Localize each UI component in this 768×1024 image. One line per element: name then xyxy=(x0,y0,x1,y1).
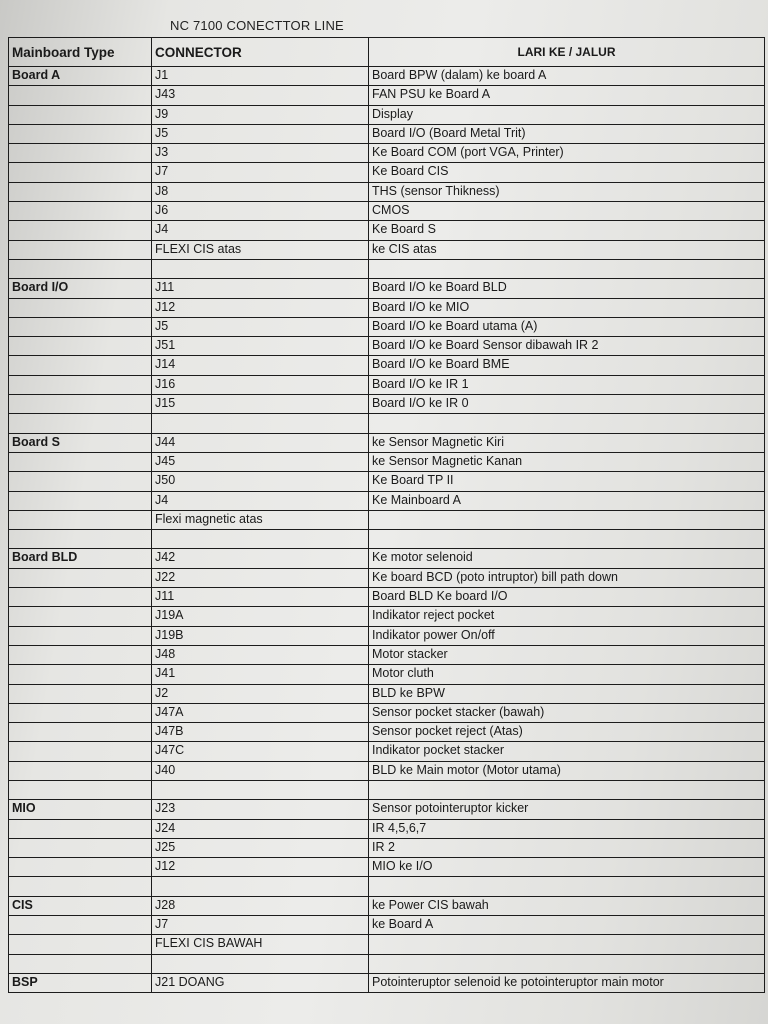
cell-mainboard-type xyxy=(9,298,152,317)
cell-mainboard-type xyxy=(9,491,152,510)
cell-connector: J1 xyxy=(152,67,369,86)
cell-mainboard-type: Board A xyxy=(9,67,152,86)
cell-mainboard-type xyxy=(9,240,152,259)
cell-connector: J21 DOANG xyxy=(152,973,369,992)
cell-destination: FAN PSU ke Board A xyxy=(369,86,765,105)
cell-connector: J5 xyxy=(152,124,369,143)
cell-destination: Indikator reject pocket xyxy=(369,607,765,626)
cell-mainboard-type xyxy=(9,337,152,356)
table-row xyxy=(9,973,765,992)
cell-mainboard-type xyxy=(9,163,152,182)
cell-connector: J4 xyxy=(152,221,369,240)
cell-destination: Display xyxy=(369,105,765,124)
cell-mainboard-type xyxy=(9,86,152,105)
cell-mainboard-type xyxy=(9,780,152,799)
cell-mainboard-type xyxy=(9,838,152,857)
table-row xyxy=(9,105,765,124)
cell-destination: ke Sensor Magnetic Kanan xyxy=(369,452,765,471)
cell-connector xyxy=(152,780,369,799)
table-row xyxy=(9,549,765,568)
cell-mainboard-type xyxy=(9,935,152,954)
table-row xyxy=(9,182,765,201)
cell-mainboard-type xyxy=(9,858,152,877)
cell-connector: J47B xyxy=(152,723,369,742)
cell-connector: J25 xyxy=(152,838,369,857)
table-row xyxy=(9,665,765,684)
cell-destination xyxy=(369,259,765,278)
header-connector: CONNECTOR xyxy=(152,38,369,67)
table-row xyxy=(9,452,765,471)
cell-mainboard-type: CIS xyxy=(9,896,152,915)
cell-mainboard-type xyxy=(9,665,152,684)
cell-destination: Ke Board TP II xyxy=(369,472,765,491)
cell-connector: J7 xyxy=(152,163,369,182)
cell-destination xyxy=(369,414,765,433)
table-row xyxy=(9,240,765,259)
cell-mainboard-type xyxy=(9,124,152,143)
cell-mainboard-type xyxy=(9,144,152,163)
cell-connector: J12 xyxy=(152,858,369,877)
cell-connector: J4 xyxy=(152,491,369,510)
cell-mainboard-type xyxy=(9,684,152,703)
cell-connector xyxy=(152,259,369,278)
table-row xyxy=(9,916,765,935)
cell-destination: ke Power CIS bawah xyxy=(369,896,765,915)
cell-connector: J11 xyxy=(152,279,369,298)
cell-mainboard-type xyxy=(9,530,152,549)
cell-destination: BLD ke BPW xyxy=(369,684,765,703)
cell-mainboard-type xyxy=(9,645,152,664)
cell-destination: ke Board A xyxy=(369,916,765,935)
cell-mainboard-type xyxy=(9,182,152,201)
table-row xyxy=(9,395,765,414)
cell-mainboard-type xyxy=(9,202,152,221)
table-row xyxy=(9,86,765,105)
table-row xyxy=(9,896,765,915)
table-row xyxy=(9,703,765,722)
cell-mainboard-type xyxy=(9,317,152,336)
cell-connector: J51 xyxy=(152,337,369,356)
table-row xyxy=(9,221,765,240)
cell-destination: ke Sensor Magnetic Kiri xyxy=(369,433,765,452)
cell-mainboard-type: Board I/O xyxy=(9,279,152,298)
cell-mainboard-type xyxy=(9,414,152,433)
table-row xyxy=(9,317,765,336)
table-row xyxy=(9,124,765,143)
table-row xyxy=(9,259,765,278)
cell-connector: J24 xyxy=(152,819,369,838)
cell-mainboard-type xyxy=(9,510,152,529)
cell-connector: J9 xyxy=(152,105,369,124)
cell-connector: J6 xyxy=(152,202,369,221)
cell-destination: Board I/O ke Board Sensor dibawah IR 2 xyxy=(369,337,765,356)
table-row xyxy=(9,472,765,491)
cell-connector: J11 xyxy=(152,588,369,607)
table-row xyxy=(9,337,765,356)
table-row xyxy=(9,298,765,317)
table-row xyxy=(9,356,765,375)
cell-connector: J8 xyxy=(152,182,369,201)
cell-mainboard-type xyxy=(9,356,152,375)
table-row xyxy=(9,645,765,664)
cell-connector: J7 xyxy=(152,916,369,935)
cell-mainboard-type xyxy=(9,626,152,645)
cell-connector: Flexi magnetic atas xyxy=(152,510,369,529)
cell-destination: Ke Mainboard A xyxy=(369,491,765,510)
cell-destination: IR 2 xyxy=(369,838,765,857)
cell-connector: J23 xyxy=(152,800,369,819)
cell-mainboard-type xyxy=(9,221,152,240)
cell-destination: Board I/O (Board Metal Trit) xyxy=(369,124,765,143)
table-row xyxy=(9,202,765,221)
cell-connector: J3 xyxy=(152,144,369,163)
cell-destination xyxy=(369,530,765,549)
cell-mainboard-type xyxy=(9,259,152,278)
cell-mainboard-type xyxy=(9,819,152,838)
cell-mainboard-type: Board S xyxy=(9,433,152,452)
table-row xyxy=(9,819,765,838)
table-row xyxy=(9,858,765,877)
cell-destination: Indikator power On/off xyxy=(369,626,765,645)
table-row xyxy=(9,761,765,780)
table-row xyxy=(9,433,765,452)
table-row xyxy=(9,723,765,742)
cell-destination: ke CIS atas xyxy=(369,240,765,259)
cell-mainboard-type xyxy=(9,877,152,896)
cell-connector xyxy=(152,414,369,433)
cell-connector: J12 xyxy=(152,298,369,317)
cell-mainboard-type xyxy=(9,472,152,491)
cell-connector: J45 xyxy=(152,452,369,471)
cell-connector: J40 xyxy=(152,761,369,780)
cell-mainboard-type xyxy=(9,703,152,722)
table-header-row xyxy=(9,38,765,67)
cell-mainboard-type xyxy=(9,916,152,935)
cell-connector: J41 xyxy=(152,665,369,684)
cell-destination: Ke motor selenoid xyxy=(369,549,765,568)
cell-mainboard-type: Board BLD xyxy=(9,549,152,568)
table-row xyxy=(9,530,765,549)
cell-mainboard-type xyxy=(9,761,152,780)
cell-connector: FLEXI CIS atas xyxy=(152,240,369,259)
cell-destination: Board I/O ke IR 0 xyxy=(369,395,765,414)
cell-destination: Board BLD Ke board I/O xyxy=(369,588,765,607)
cell-mainboard-type xyxy=(9,375,152,394)
cell-destination: Ke Board COM (port VGA, Printer) xyxy=(369,144,765,163)
cell-destination: Board I/O ke Board utama (A) xyxy=(369,317,765,336)
table-row xyxy=(9,588,765,607)
cell-destination: Board I/O ke Board BME xyxy=(369,356,765,375)
cell-destination: Motor stacker xyxy=(369,645,765,664)
cell-destination: CMOS xyxy=(369,202,765,221)
connector-table xyxy=(8,37,765,993)
cell-connector: J19B xyxy=(152,626,369,645)
cell-connector xyxy=(152,877,369,896)
table-row xyxy=(9,877,765,896)
cell-connector: J47C xyxy=(152,742,369,761)
cell-connector: J28 xyxy=(152,896,369,915)
cell-connector: J48 xyxy=(152,645,369,664)
cell-connector: J43 xyxy=(152,86,369,105)
cell-connector: J22 xyxy=(152,568,369,587)
cell-connector: J5 xyxy=(152,317,369,336)
table-row xyxy=(9,163,765,182)
cell-destination: Indikator pocket stacker xyxy=(369,742,765,761)
cell-destination: BLD ke Main motor (Motor utama) xyxy=(369,761,765,780)
cell-destination xyxy=(369,780,765,799)
cell-destination: Sensor potointeruptor kicker xyxy=(369,800,765,819)
table-row xyxy=(9,742,765,761)
table-row xyxy=(9,800,765,819)
table-row xyxy=(9,954,765,973)
header-destination: LARI KE / JALUR xyxy=(369,38,765,67)
cell-destination: THS (sensor Thikness) xyxy=(369,182,765,201)
table-row xyxy=(9,510,765,529)
cell-destination xyxy=(369,954,765,973)
table-row xyxy=(9,144,765,163)
cell-destination: Ke Board CIS xyxy=(369,163,765,182)
table-row xyxy=(9,568,765,587)
cell-destination: Potointeruptor selenoid ke potointeruptor main motor xyxy=(369,973,765,992)
table-row xyxy=(9,780,765,799)
table-row xyxy=(9,838,765,857)
table-row xyxy=(9,626,765,645)
table-row xyxy=(9,67,765,86)
cell-mainboard-type xyxy=(9,452,152,471)
cell-destination xyxy=(369,510,765,529)
table-row xyxy=(9,491,765,510)
table-row xyxy=(9,684,765,703)
cell-destination: MIO ke I/O xyxy=(369,858,765,877)
cell-connector: J15 xyxy=(152,395,369,414)
cell-destination: Ke board BCD (poto intruptor) bill path down xyxy=(369,568,765,587)
cell-mainboard-type xyxy=(9,105,152,124)
table-row xyxy=(9,375,765,394)
cell-connector xyxy=(152,954,369,973)
document-title: NC 7100 CONECTTOR LINE xyxy=(170,18,344,33)
cell-connector: J16 xyxy=(152,375,369,394)
cell-connector: FLEXI CIS BAWAH xyxy=(152,935,369,954)
cell-destination: Motor cluth xyxy=(369,665,765,684)
cell-mainboard-type xyxy=(9,588,152,607)
cell-connector xyxy=(152,530,369,549)
header-mainboard-type: Mainboard Type xyxy=(9,38,152,67)
cell-destination: Sensor pocket reject (Atas) xyxy=(369,723,765,742)
cell-destination: Ke Board S xyxy=(369,221,765,240)
cell-connector: J50 xyxy=(152,472,369,491)
cell-mainboard-type xyxy=(9,954,152,973)
cell-connector: J42 xyxy=(152,549,369,568)
cell-destination: Board I/O ke MIO xyxy=(369,298,765,317)
cell-connector: J44 xyxy=(152,433,369,452)
cell-connector: J14 xyxy=(152,356,369,375)
table-row xyxy=(9,279,765,298)
cell-connector: J2 xyxy=(152,684,369,703)
cell-destination: Sensor pocket stacker (bawah) xyxy=(369,703,765,722)
cell-mainboard-type xyxy=(9,395,152,414)
table-row xyxy=(9,935,765,954)
cell-mainboard-type xyxy=(9,568,152,587)
cell-destination: IR 4,5,6,7 xyxy=(369,819,765,838)
cell-mainboard-type xyxy=(9,742,152,761)
table-row xyxy=(9,607,765,626)
cell-mainboard-type: MIO xyxy=(9,800,152,819)
cell-destination xyxy=(369,935,765,954)
cell-mainboard-type xyxy=(9,607,152,626)
cell-destination xyxy=(369,877,765,896)
cell-connector: J47A xyxy=(152,703,369,722)
cell-destination: Board I/O ke IR 1 xyxy=(369,375,765,394)
cell-destination: Board BPW (dalam) ke board A xyxy=(369,67,765,86)
cell-mainboard-type: BSP xyxy=(9,973,152,992)
cell-mainboard-type xyxy=(9,723,152,742)
table-row xyxy=(9,414,765,433)
cell-destination: Board I/O ke Board BLD xyxy=(369,279,765,298)
cell-connector: J19A xyxy=(152,607,369,626)
